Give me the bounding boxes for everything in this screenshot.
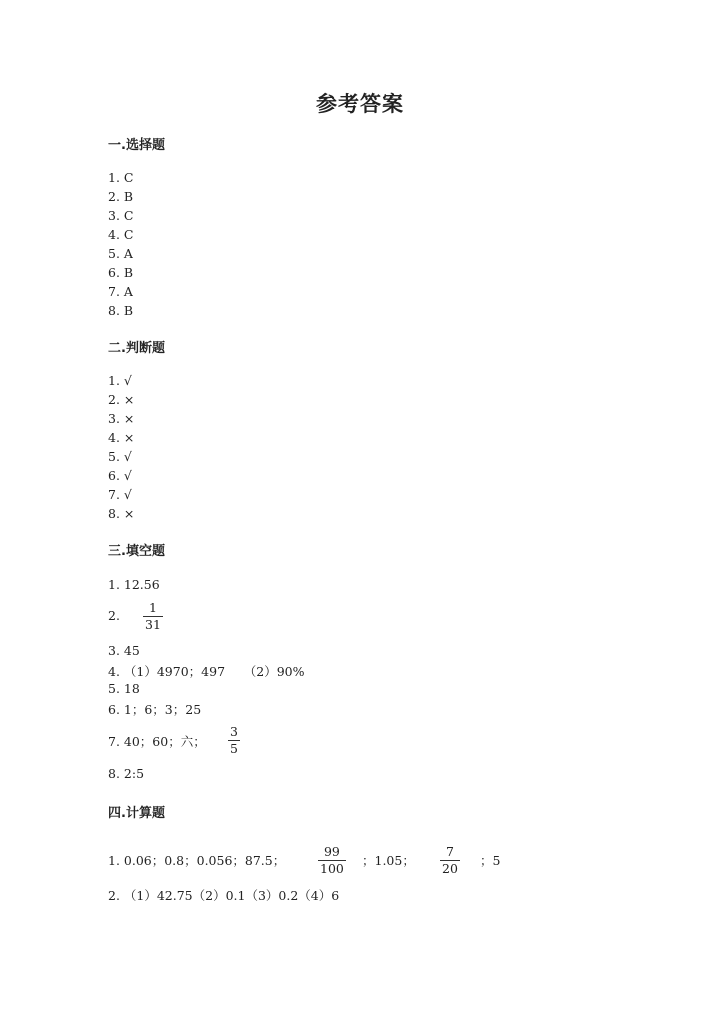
- choice-answer-3: 3. C: [108, 208, 134, 223]
- fill-answer-3: 3. 45: [108, 643, 140, 658]
- fraction-denominator: 20: [442, 861, 458, 876]
- fraction-numerator: 1: [148, 600, 157, 615]
- fraction-denominator: 31: [145, 617, 161, 632]
- calc-answer-1-fraction-1: [318, 845, 346, 876]
- choice-answer-6: 6. B: [108, 265, 134, 280]
- judge-answer-4: 4. ×: [108, 430, 135, 445]
- fraction-numerator: 7: [445, 844, 454, 859]
- fraction-numerator: 99: [323, 844, 340, 859]
- fraction-denominator: 5: [230, 741, 238, 756]
- fraction-numerator: 3: [230, 724, 238, 739]
- section-heading-choice: 一.选择题: [108, 138, 165, 153]
- page-title: 参考答案: [316, 92, 404, 116]
- fill-answer-5: 5. 18: [108, 681, 140, 696]
- choice-answer-7: 7. A: [108, 284, 133, 299]
- fraction-denominator: 100: [320, 861, 344, 876]
- fill-answer-7-fraction: [228, 725, 240, 756]
- fill-answer-2-fraction: [143, 601, 163, 632]
- choice-answer-8: 8. B: [108, 303, 134, 318]
- judge-answer-5: 5. √: [108, 449, 132, 464]
- calc-answer-1-suffix: ；5: [480, 853, 501, 868]
- section-heading-judge: 二.判断题: [108, 341, 165, 356]
- choice-answer-5: 5. A: [108, 246, 133, 261]
- judge-answer-6: 6. √: [108, 468, 132, 483]
- calc-answer-1-prefix: 1. 0.06；0.8；0.056；87.5；: [108, 853, 286, 868]
- fill-answer-8: 8. 2:5: [108, 766, 145, 781]
- fill-answer-4: 4. （1）4970；497 （2）90%: [108, 664, 305, 679]
- judge-answer-7: 7. √: [108, 487, 132, 502]
- calc-answer-2: 2. （1）42.75（2）0.1（3）0.2（4）6: [108, 888, 340, 903]
- choice-answer-2: 2. B: [108, 189, 134, 204]
- section-heading-fill: 三.填空题: [108, 544, 165, 559]
- judge-answer-2: 2. ×: [108, 392, 135, 407]
- judge-answer-1: 1. √: [108, 373, 132, 388]
- choice-answer-1: 1. C: [108, 170, 134, 185]
- fill-answer-6: 6. 1；6；3；25: [108, 702, 202, 717]
- fill-answer-1: 1. 12.56: [108, 577, 160, 592]
- fill-answer-7-label: 7. 40；60；六；: [108, 734, 206, 749]
- fill-answer-2-label: 2.: [108, 608, 120, 623]
- section-heading-calc: 四.计算题: [108, 806, 165, 821]
- choice-answer-4: 4. C: [108, 227, 134, 242]
- calc-answer-1-middle: ；1.05；: [362, 853, 415, 868]
- judge-answer-8: 8. ×: [108, 506, 135, 521]
- judge-answer-3: 3. ×: [108, 411, 135, 426]
- calc-answer-1-fraction-2: [440, 845, 460, 876]
